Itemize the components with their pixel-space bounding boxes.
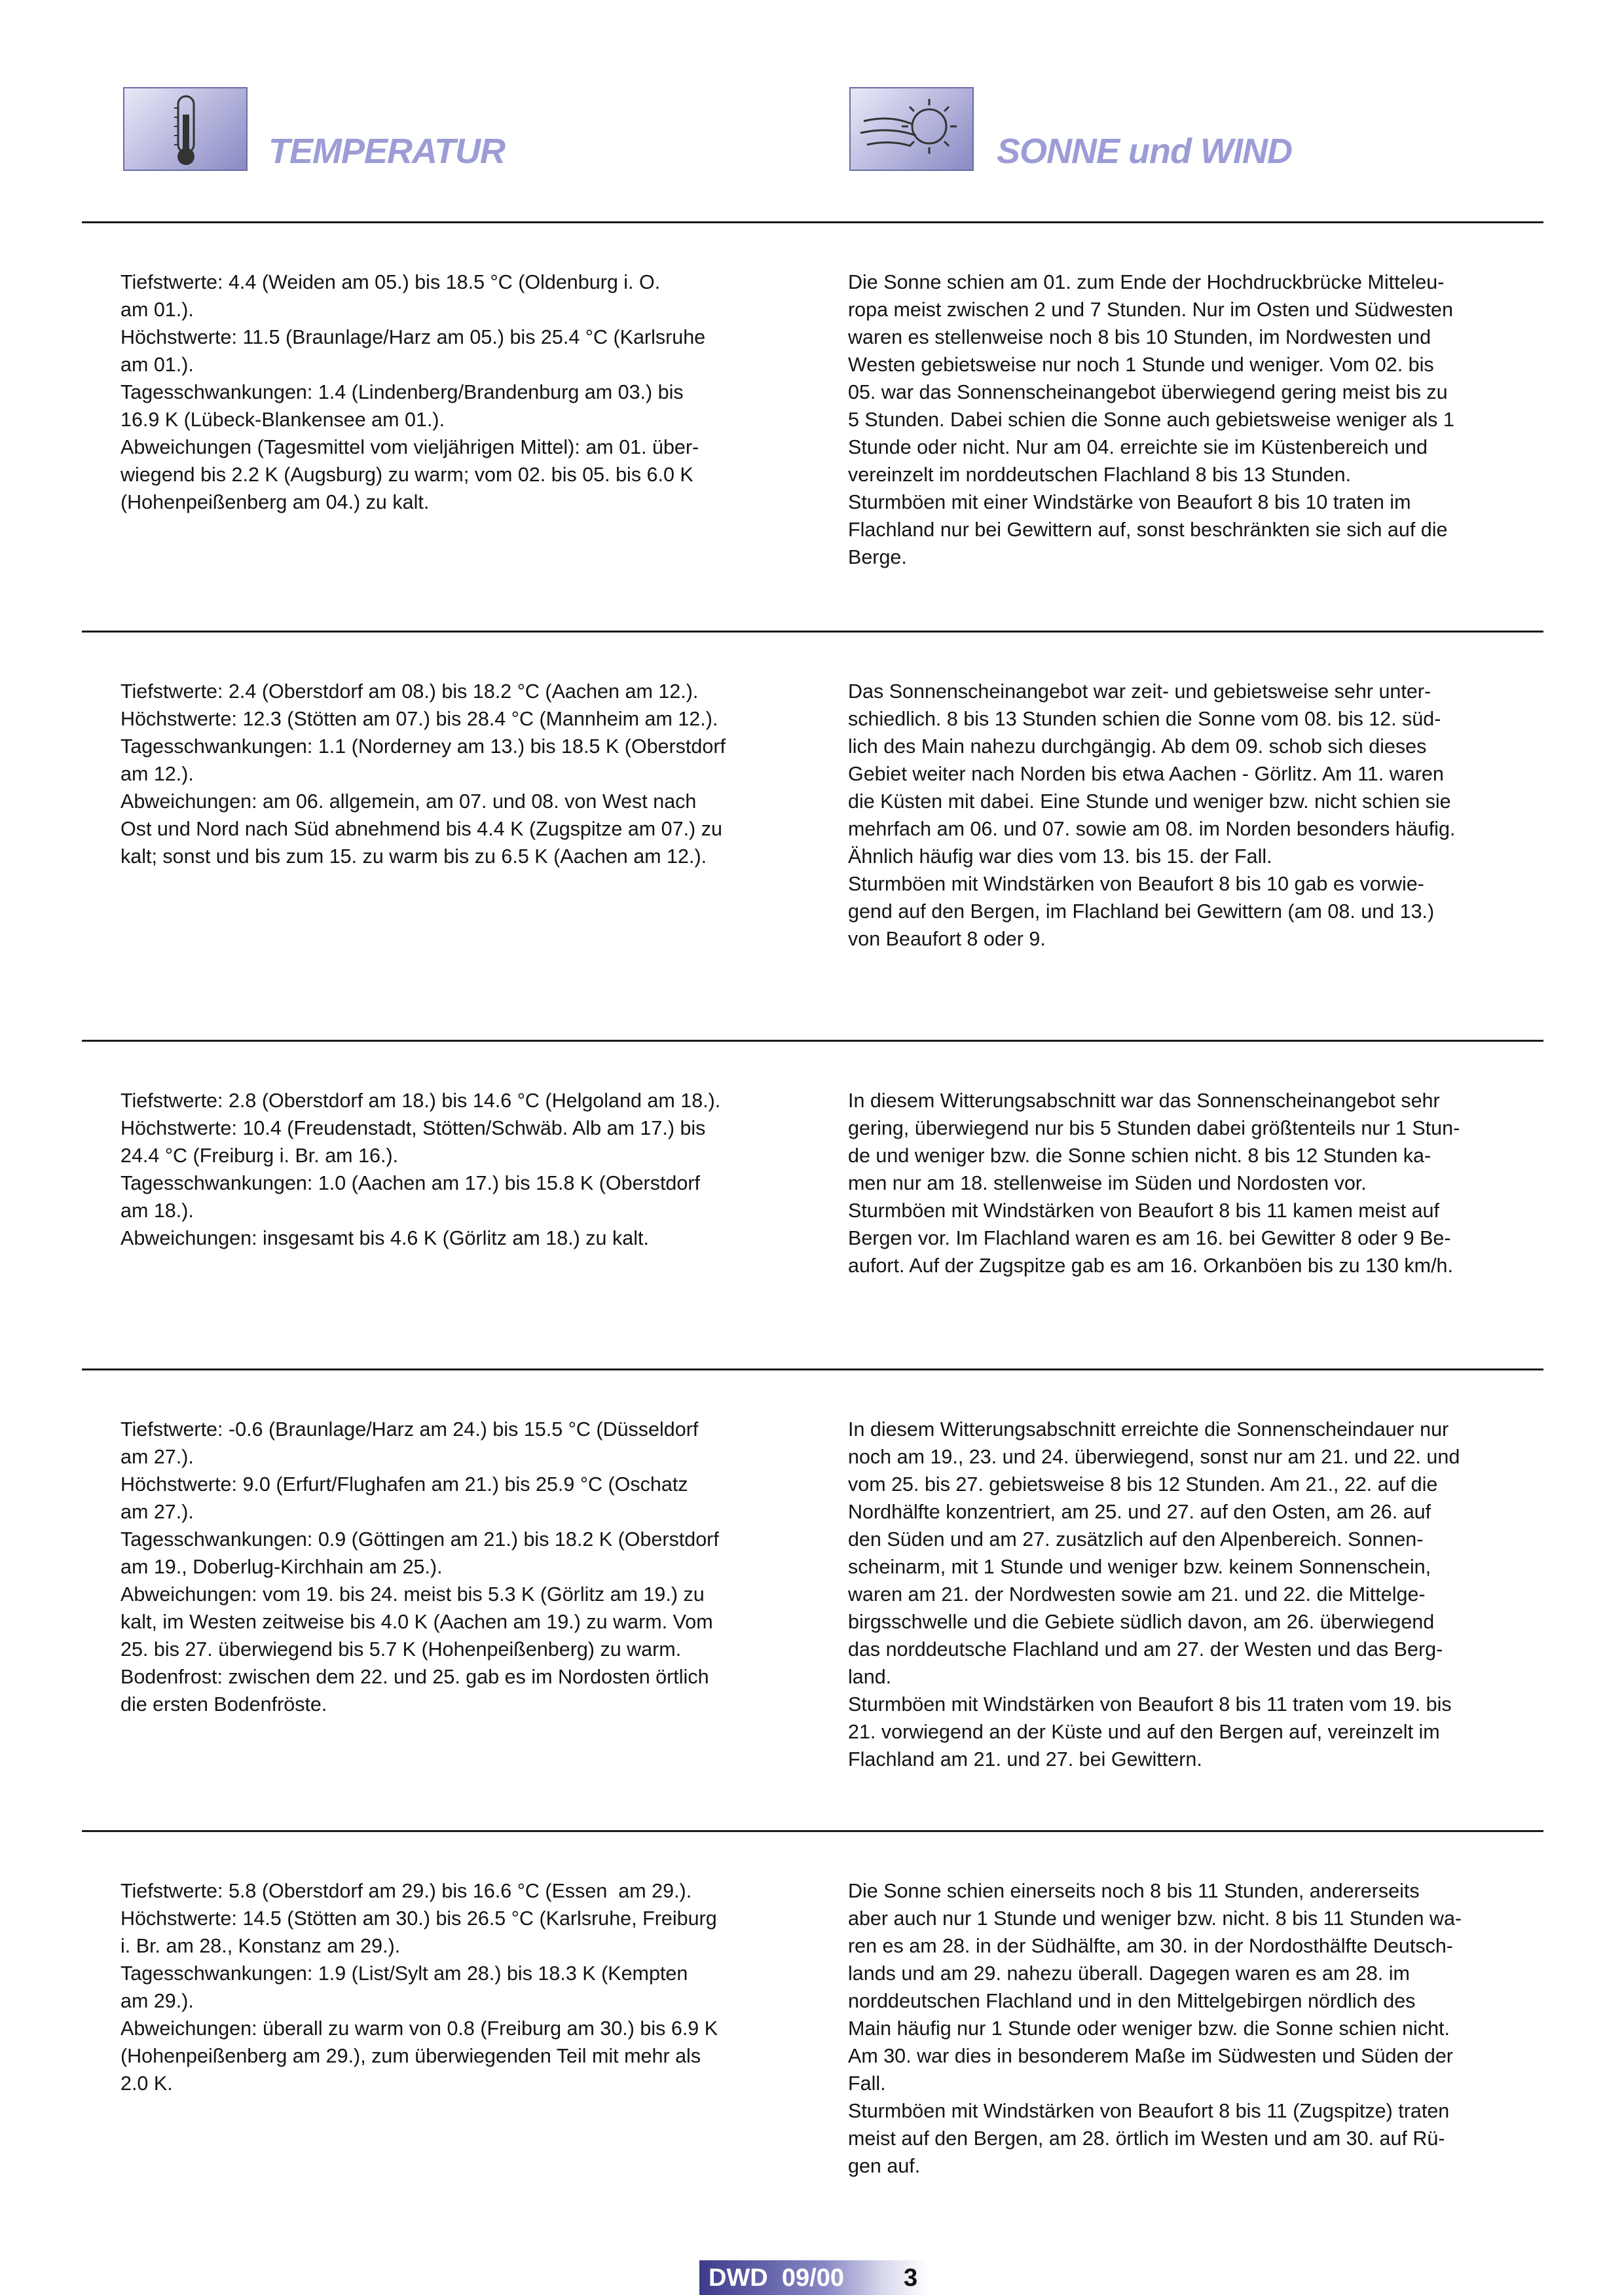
text-line: waren es stellenweise noch 8 bis 10 Stunden, im Nordwesten und bbox=[848, 326, 1431, 348]
text-line: gering, überwiegend nur bis 5 Stunden dabei größtenteils nur 1 Stun- bbox=[848, 1117, 1460, 1139]
text-line: gen auf. bbox=[848, 2155, 921, 2177]
section-divider bbox=[82, 631, 1543, 633]
text-line: mehrfach am 06. und 07. sowie am 08. im Norden besonders häufig. bbox=[848, 818, 1456, 840]
text-line: am 01.). bbox=[120, 299, 194, 321]
text-line: am 29.). bbox=[120, 1990, 194, 2012]
text-line: lands und am 29. nahezu überall. Dagegen waren es am 28. im bbox=[848, 1962, 1410, 1985]
text-line: kalt; sonst und bis zum 15. zu warm bis zu 6.5 K (Aachen am 12.). bbox=[120, 845, 707, 868]
text-line: Tiefstwerte: 2.8 (Oberstdorf am 18.) bis 14.6 °C (Helgoland am 18.). bbox=[120, 1090, 721, 1112]
temperature-block-2 bbox=[120, 678, 782, 870]
sun-wind-block-1 bbox=[848, 268, 1509, 571]
text-line: Tiefstwerte: 5.8 (Oberstdorf am 29.) bis 16.6 °C (Essen am 29.). bbox=[120, 1880, 692, 1902]
text-line: Ost und Nord nach Süd abnehmend bis 4.4 K (Zugspitze am 07.) zu bbox=[120, 818, 722, 840]
temperature-heading: TEMPERATUR bbox=[268, 132, 505, 171]
text-line: wiegend bis 2.2 K (Augsburg) zu warm; vom 02. bis 05. bis 6.0 K bbox=[120, 464, 693, 486]
text-line: Bergen vor. Im Flachland waren es am 16. bei Gewitter 8 oder 9 Be- bbox=[848, 1227, 1451, 1249]
temperature-block-1 bbox=[120, 268, 782, 516]
text-line: am 01.). bbox=[120, 354, 194, 376]
text-line: Flachland nur bei Gewittern auf, sonst beschränkten sie sich auf die bbox=[848, 519, 1448, 541]
text-line: 21. vorwiegend an der Küste und auf den Bergen auf, vereinzelt im bbox=[848, 1721, 1440, 1743]
text-line: am 19., Doberlug-Kirchhain am 25.). bbox=[120, 1556, 443, 1578]
text-line: Tagesschwankungen: 0.9 (Göttingen am 21.) bis 18.2 K (Oberstdorf bbox=[120, 1528, 719, 1551]
text-line: 5 Stunden. Dabei schien die Sonne auch gebietsweise weniger als 1 bbox=[848, 409, 1454, 431]
text-line: Sturmböen mit Windstärken von Beaufort 8 bis 11 kamen meist auf bbox=[848, 1200, 1439, 1222]
text-line: Flachland am 21. und 27. bei Gewittern. bbox=[848, 1748, 1202, 1771]
text-line: Höchstwerte: 9.0 (Erfurt/Flughafen am 21.) bis 25.9 °C (Oschatz bbox=[120, 1473, 688, 1496]
text-line: land. bbox=[848, 1666, 892, 1688]
text-line: Sturmböen mit Windstärken von Beaufort 8 bis 11 traten vom 19. bis bbox=[848, 1693, 1452, 1716]
text-line: Die Sonne schien einerseits noch 8 bis 11 Stunden, andererseits bbox=[848, 1880, 1420, 1902]
text-line: Tagesschwankungen: 1.1 (Norderney am 13.) bis 18.5 K (Oberstdorf bbox=[120, 735, 726, 758]
text-line: Main häufig nur 1 Stunde oder weniger bzw. die Sonne schien nicht. bbox=[848, 2017, 1450, 2040]
text-line: scheinarm, mit 1 Stunde und weniger bzw. keinem Sonnenschein, bbox=[848, 1556, 1431, 1578]
section-divider bbox=[82, 1040, 1543, 1042]
text-line: noch am 19., 23. und 24. überwiegend, sonst nur am 21. und 22. und bbox=[848, 1446, 1460, 1468]
temperature-block-4 bbox=[120, 1416, 782, 1718]
text-line: men nur am 18. stellenweise im Süden und Nordosten vor. bbox=[848, 1172, 1367, 1194]
text-line: norddeutschen Flachland und in den Mittelgebirgen nördlich des bbox=[848, 1990, 1416, 2012]
text-line: am 27.). bbox=[120, 1501, 194, 1523]
text-line: Stunde oder nicht. Nur am 04. erreichte sie im Küstenbereich und bbox=[848, 436, 1428, 458]
text-line: meist auf den Bergen, am 28. örtlich im Westen und am 30. auf Rü- bbox=[848, 2127, 1445, 2150]
text-line: am 27.). bbox=[120, 1446, 194, 1468]
text-line: Abweichungen: am 06. allgemein, am 07. und 08. von West nach bbox=[120, 790, 697, 813]
text-line: (Hohenpeißenberg am 29.), zum überwiegenden Teil mit mehr als bbox=[120, 2045, 701, 2067]
section-divider bbox=[82, 221, 1543, 223]
text-line: schiedlich. 8 bis 13 Stunden schien die Sonne vom 08. bis 12. süd- bbox=[848, 708, 1441, 730]
text-line: Das Sonnenscheinangebot war zeit- und gebietsweise sehr unter- bbox=[848, 680, 1431, 703]
text-line: Höchstwerte: 10.4 (Freudenstadt, Stötten/Schwäb. Alb am 17.) bis bbox=[120, 1117, 706, 1139]
text-line: Höchstwerte: 11.5 (Braunlage/Harz am 05.) bis 25.4 °C (Karlsruhe bbox=[120, 326, 706, 348]
text-line: gend auf den Bergen, im Flachland bei Gewittern (am 08. und 13.) bbox=[848, 900, 1435, 923]
sun-wind-block-3 bbox=[848, 1087, 1509, 1279]
text-line: Tiefstwerte: -0.6 (Braunlage/Harz am 24.) bis 15.5 °C (Düsseldorf bbox=[120, 1418, 699, 1441]
text-line: 16.9 K (Lübeck-Blankensee am 01.). bbox=[120, 409, 445, 431]
text-line: In diesem Witterungsabschnitt war das Sonnenscheinangebot sehr bbox=[848, 1090, 1440, 1112]
text-line: 25. bis 27. überwiegend bis 5.7 K (Hohenpeißenberg) zu warm. bbox=[120, 1638, 682, 1661]
text-line: von Beaufort 8 oder 9. bbox=[848, 928, 1046, 950]
text-line: Tagesschwankungen: 1.0 (Aachen am 17.) bis 15.8 K (Oberstdorf bbox=[120, 1172, 700, 1194]
text-line: Fall. bbox=[848, 2072, 886, 2095]
text-line: birgsschwelle und die Gebiete südlich davon, am 26. überwiegend bbox=[848, 1611, 1435, 1633]
text-line: kalt, im Westen zeitweise bis 4.0 K (Aachen am 19.) zu warm. Vom bbox=[120, 1611, 713, 1633]
text-line: de und weniger bzw. die Sonne schien nicht. 8 bis 12 Stunden ka- bbox=[848, 1145, 1431, 1167]
text-line: Tagesschwankungen: 1.4 (Lindenberg/Brandenburg am 03.) bis bbox=[120, 381, 684, 403]
text-line: Abweichungen: überall zu warm von 0.8 (Freiburg am 30.) bis 6.9 K bbox=[120, 2017, 718, 2040]
text-line: Die Sonne schien am 01. zum Ende der Hochdruckbrücke Mitteleu- bbox=[848, 271, 1445, 293]
section-divider bbox=[82, 1368, 1543, 1370]
sun-wind-block-4 bbox=[848, 1416, 1509, 1773]
text-line: 24.4 °C (Freiburg i. Br. am 16.). bbox=[120, 1145, 399, 1167]
text-line: Abweichungen (Tagesmittel vom vieljährigen Mittel): am 01. über- bbox=[120, 436, 699, 458]
text-line: Sturmböen mit Windstärken von Beaufort 8 bis 10 gab es vorwie- bbox=[848, 873, 1424, 895]
text-line: Höchstwerte: 14.5 (Stötten am 30.) bis 26.5 °C (Karlsruhe, Freiburg bbox=[120, 1907, 717, 1930]
text-line: Abweichungen: insgesamt bis 4.6 K (Görlitz am 18.) zu kalt. bbox=[120, 1227, 649, 1249]
text-line: Westen gebietsweise nur noch 1 Stunde und weniger. Vom 02. bis bbox=[848, 354, 1434, 376]
thermometer-icon bbox=[123, 87, 248, 171]
text-line: Sturmböen mit einer Windstärke von Beaufort 8 bis 10 traten im bbox=[848, 491, 1411, 513]
text-line: vom 25. bis 27. gebietsweise 8 bis 12 Stunden. Am 21., 22. auf die bbox=[848, 1473, 1438, 1496]
text-line: Tagesschwankungen: 1.9 (List/Sylt am 28.) bis 18.3 K (Kempten bbox=[120, 1962, 688, 1985]
text-line: am 12.). bbox=[120, 763, 194, 785]
text-line: i. Br. am 28., Konstanz am 29.). bbox=[120, 1935, 401, 1957]
temperature-block-5 bbox=[120, 1877, 782, 2097]
text-line: waren am 21. der Nordwesten sowie am 21. und 22. die Mittelge- bbox=[848, 1583, 1426, 1606]
text-line: aber auch nur 1 Stunde und weniger bzw. nicht. 8 bis 11 Stunden wa- bbox=[848, 1907, 1462, 1930]
text-line: die ersten Bodenfröste. bbox=[120, 1693, 327, 1716]
page-footer bbox=[699, 2260, 929, 2295]
temperature-block-3 bbox=[120, 1087, 782, 1252]
sun-wind-block-2 bbox=[848, 678, 1509, 953]
text-line: Tiefstwerte: 2.4 (Oberstdorf am 08.) bis 18.2 °C (Aachen am 12.). bbox=[120, 680, 699, 703]
text-line: ren es am 28. in der Südhälfte, am 30. in der Nordosthälfte Deutsch- bbox=[848, 1935, 1453, 1957]
text-line: die Küsten mit dabei. Eine Stunde und weniger bzw. nicht schien sie bbox=[848, 790, 1451, 813]
text-line: Sturmböen mit Windstärken von Beaufort 8 bis 11 (Zugspitze) traten bbox=[848, 2100, 1450, 2122]
text-line: aufort. Auf der Zugspitze gab es am 16. Orkanböen bis zu 130 km/h. bbox=[848, 1255, 1453, 1277]
text-line: Gebiet weiter nach Norden bis etwa Aachen - Görlitz. Am 11. waren bbox=[848, 763, 1444, 785]
text-line: Abweichungen: vom 19. bis 24. meist bis 5.3 K (Görlitz am 19.) zu bbox=[120, 1583, 705, 1606]
text-line: vereinzelt im norddeutschen Flachland 8 bis 13 Stunden. bbox=[848, 464, 1352, 486]
text-line: ropa meist zwischen 2 und 7 Stunden. Nur im Osten und Südwesten bbox=[848, 299, 1453, 321]
text-line: Berge. bbox=[848, 546, 907, 568]
sun-wind-block-5 bbox=[848, 1877, 1509, 2180]
text-line: Bodenfrost: zwischen dem 22. und 25. gab es im Nordosten örtlich bbox=[120, 1666, 709, 1688]
text-line: lich des Main nahezu durchgängig. Ab dem 09. schob sich dieses bbox=[848, 735, 1427, 758]
text-line: das norddeutsche Flachland und am 27. der Westen und das Berg- bbox=[848, 1638, 1443, 1661]
text-line: Nordhälfte konzentriert, am 25. und 27. auf den Osten, am 26. auf bbox=[848, 1501, 1431, 1523]
page-number: 3 bbox=[904, 2264, 918, 2292]
text-line: In diesem Witterungsabschnitt erreichte die Sonnenscheindauer nur bbox=[848, 1418, 1449, 1441]
text-line: Ähnlich häufig war dies vom 13. bis 15. der Fall. bbox=[848, 845, 1272, 868]
text-line: Tiefstwerte: 4.4 (Weiden am 05.) bis 18.5 °C (Oldenburg i. O. bbox=[120, 271, 661, 293]
sun-wind-icon bbox=[849, 87, 974, 171]
text-line: (Hohenpeißenberg am 04.) zu kalt. bbox=[120, 491, 430, 513]
text-line: 2.0 K. bbox=[120, 2072, 173, 2095]
text-line: am 18.). bbox=[120, 1200, 194, 1222]
footer-label: DWD 09/00 bbox=[709, 2264, 844, 2292]
text-line: Am 30. war dies in besonderem Maße im Südwesten und Süden der bbox=[848, 2045, 1453, 2067]
section-divider bbox=[82, 1830, 1543, 1832]
sun-wind-heading: SONNE und WIND bbox=[997, 132, 1292, 171]
text-line: Höchstwerte: 12.3 (Stötten am 07.) bis 28.4 °C (Mannheim am 12.). bbox=[120, 708, 718, 730]
text-line: 05. war das Sonnenscheinangebot überwiegend gering meist bis zu bbox=[848, 381, 1448, 403]
text-line: den Süden und am 27. zusätzlich auf den Alpenbereich. Sonnen- bbox=[848, 1528, 1424, 1551]
